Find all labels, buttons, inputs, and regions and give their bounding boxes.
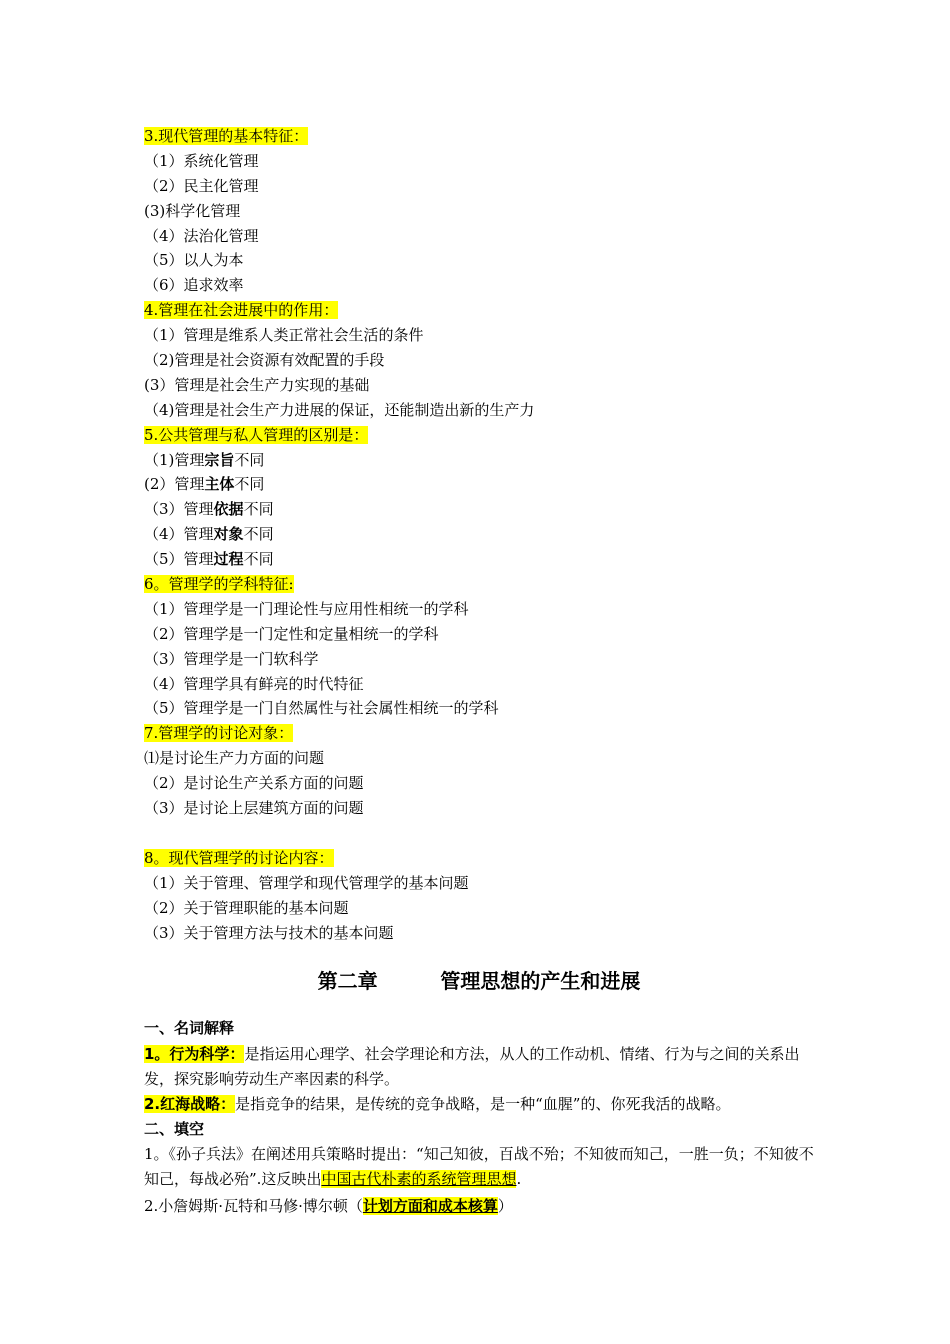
item-keyword: 主体 [204, 475, 235, 494]
term-text: 是指运用心理学、社会学理论和方法，从人的工作动机、情绪、行为与之间的关系出发，探究影响劳动生产率因素的科学。 [144, 1045, 800, 1088]
blank-line [144, 821, 814, 846]
list-item [144, 497, 814, 522]
item-prefix: （3）管理 [144, 500, 214, 519]
answer: 中国古代朴素的系统管理思想 [321, 1170, 517, 1188]
list-item [144, 522, 814, 547]
item-prefix: （4）管理 [144, 525, 214, 544]
list-item: （1）系统化管理 [144, 151, 259, 170]
item-suffix: 不同 [234, 450, 265, 469]
item-keyword: 过程 [213, 550, 244, 569]
list-item: （2)管理是社会资源有效配置的手段 [144, 351, 385, 370]
item-suffix: 不同 [243, 525, 274, 544]
section-heading: 6。管理学的学科特征: [144, 575, 294, 594]
part-heading: 一、名词解释 [144, 1019, 235, 1037]
chapter-title: 第二章 管理思想的产生和进展 [317, 969, 641, 993]
item-prefix: （5）管理 [144, 550, 214, 569]
list-item: （2）关于管理职能的基本问题 [144, 898, 349, 917]
list-item: （1）管理学是一门理论性与应用性相统一的学科 [144, 599, 469, 618]
section-heading: 5.公共管理与私人管理的区别是： [144, 425, 369, 444]
list-item: （2）是讨论生产关系方面的问题 [144, 774, 364, 793]
question-text: 2.小詹姆斯·瓦特和马修·博尔顿（ [144, 1197, 363, 1215]
fill-blank-question [144, 1142, 814, 1192]
chapter-2-body [144, 1016, 814, 1219]
item-suffix: 不同 [234, 475, 265, 494]
section-heading: 7.管理学的讨论对象： [144, 724, 294, 743]
answer: 计划方面和成本核算 [362, 1197, 498, 1215]
list-item: （2）民主化管理 [144, 176, 259, 195]
list-item [144, 547, 814, 572]
item-suffix: 不同 [243, 550, 274, 569]
term-definition [144, 1042, 814, 1092]
section-heading: 8。现代管理学的讨论内容： [144, 848, 334, 867]
item-prefix: (2）管理 [144, 475, 205, 494]
item-keyword: 对象 [213, 525, 244, 544]
list-item: （1）管理是维系人类正常社会生活的条件 [144, 326, 424, 345]
list-item: （4)管理是社会生产力进展的保证，还能制造出新的生产力 [144, 400, 535, 419]
question-suffix: . [516, 1170, 522, 1188]
section-3 [144, 124, 814, 149]
list-item: （5）管理学是一门自然属性与社会属性相统一的学科 [144, 699, 499, 718]
list-item: (3)科学化管理 [144, 201, 241, 220]
list-item: （4）管理学具有鲜亮的时代特征 [144, 674, 364, 693]
item-prefix: （1)管理 [144, 450, 205, 469]
list-item: (3）管理是社会生产力实现的基础 [144, 375, 370, 394]
item-suffix: 不同 [243, 500, 274, 519]
list-item: （3）是讨论上层建筑方面的问题 [144, 799, 364, 818]
term-definition [144, 1092, 814, 1117]
fill-blank-question [144, 1194, 814, 1219]
section-6 [144, 572, 814, 597]
term-label: 2.红海战略： [144, 1095, 236, 1113]
list-item: （6）追求效率 [144, 276, 244, 295]
item-keyword: 依据 [213, 500, 244, 519]
section-heading: 3.现代管理的基本特征： [144, 127, 309, 145]
part-heading: 二、填空 [144, 1120, 205, 1138]
question-suffix: ） [497, 1197, 513, 1215]
list-item: （1）关于管理、管理学和现代管理学的基本问题 [144, 873, 469, 892]
list-item: ⑴是讨论生产力方面的问题 [144, 749, 325, 768]
section-5 [144, 423, 814, 448]
list-item: （3）关于管理方法与技术的基本问题 [144, 923, 394, 942]
list-item [144, 472, 814, 497]
list-item: （3）管理学是一门软科学 [144, 649, 319, 668]
list-item: （4）法治化管理 [144, 226, 259, 245]
document-content [144, 124, 814, 1215]
list-item [144, 448, 814, 473]
section-7 [144, 721, 814, 746]
list-item: （2）管理学是一门定性和定量相统一的学科 [144, 624, 439, 643]
item-keyword: 宗旨 [204, 450, 235, 469]
list-item: （5）以人为本 [144, 251, 244, 270]
section-8 [144, 846, 814, 871]
section-4 [144, 298, 814, 323]
term-text: 是指竞争的结果，是传统的竞争战略，是一种“血腥”的、你死我活的战略。 [235, 1095, 731, 1113]
question-text: 1。《孙子兵法》在阐述用兵策略时提出：“知己知彼，百战不殆；不知彼而知己，一胜一负；不知彼不知己，每战必殆”.这反映出 [144, 1145, 814, 1188]
section-heading: 4.管理在社会进展中的作用： [144, 301, 339, 320]
term-label: 1。行为科学： [144, 1045, 245, 1063]
